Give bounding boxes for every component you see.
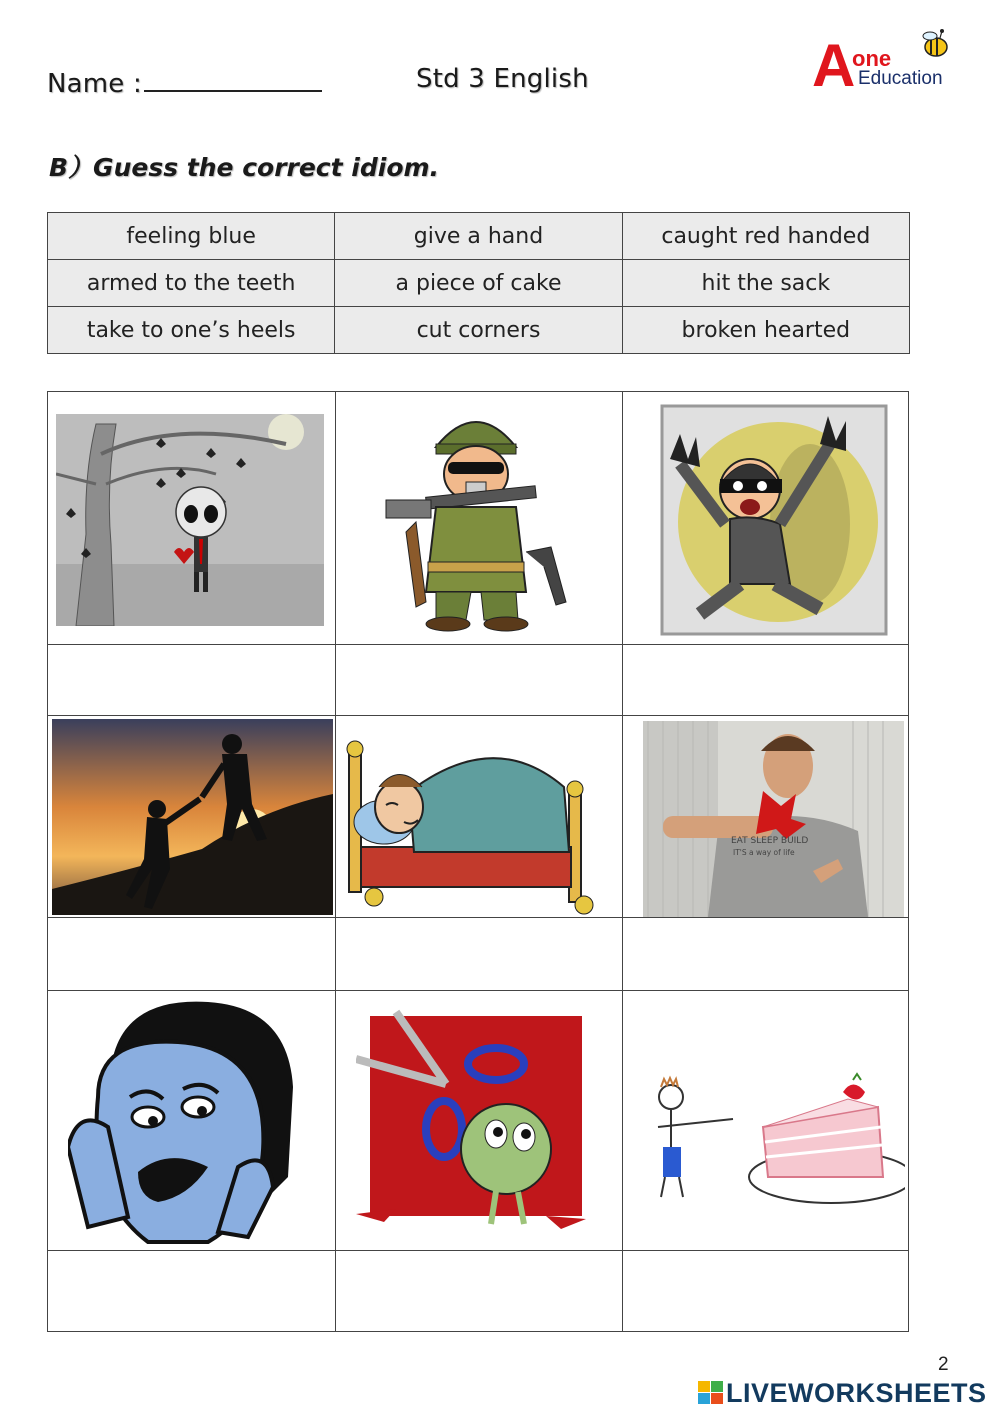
answer-box-7[interactable] [49, 1251, 334, 1331]
footer-brand-text: LIVEWORKSHEETS [726, 1377, 987, 1408]
section-title: B）Guess the correct idiom. [49, 153, 440, 182]
svg-text:IT'S a way of life: IT'S a way of life [733, 848, 795, 857]
image-cut-corners [356, 1004, 596, 1234]
svg-text:Education: Education [858, 68, 943, 89]
table-row [48, 307, 910, 354]
image-piece-of-cake [653, 1067, 905, 1212]
svg-text:EAT SLEEP BUILD: EAT SLEEP BUILD [731, 836, 809, 846]
image-sleeping-bed [344, 737, 609, 915]
svg-text:one: one [852, 46, 892, 71]
word-bank-cell: take to one’s heels [48, 307, 335, 354]
answer-box-4[interactable] [49, 918, 334, 990]
word-bank-cell: a piece of cake [335, 260, 622, 307]
aone-education-logo [812, 26, 957, 96]
image-feeling-blue-man [68, 997, 298, 1247]
answer-box-9[interactable] [623, 1251, 908, 1331]
name-blank[interactable] [144, 64, 322, 92]
word-bank-cell: armed to the teeth [48, 260, 335, 307]
image-sad-boy-tree [56, 414, 324, 626]
image-helping-hand [52, 719, 333, 915]
answer-box-1[interactable] [49, 645, 334, 715]
answer-box-2[interactable] [336, 645, 621, 715]
image-caught-thief [660, 404, 888, 636]
table-row [48, 260, 910, 307]
word-bank-cell: give a hand [335, 213, 622, 260]
word-bank-cell: broken hearted [622, 307, 909, 354]
name-label: Name : [47, 69, 142, 99]
liveworksheets-logo-icon [698, 1381, 724, 1405]
name-field [47, 64, 322, 99]
word-bank-cell: cut corners [335, 307, 622, 354]
word-bank-cell: hit the sack [622, 260, 909, 307]
answer-box-8[interactable] [336, 1251, 621, 1331]
picture-answer-grid [47, 391, 909, 1332]
word-bank-cell: caught red handed [622, 213, 909, 260]
answer-box-5[interactable] [336, 918, 621, 990]
table-row [48, 213, 910, 260]
image-armed-soldier [366, 402, 591, 632]
image-red-handed-man [643, 721, 904, 917]
subject-title: Std 3 English [416, 64, 589, 94]
bee-icon [923, 29, 947, 56]
svg-text:A: A [812, 32, 856, 96]
answer-box-3[interactable] [623, 645, 908, 715]
answer-box-6[interactable] [623, 918, 908, 990]
idiom-word-bank [47, 212, 910, 354]
page-number: 2 [938, 1354, 949, 1375]
liveworksheets-footer [698, 1378, 987, 1408]
word-bank-cell: feeling blue [48, 213, 335, 260]
